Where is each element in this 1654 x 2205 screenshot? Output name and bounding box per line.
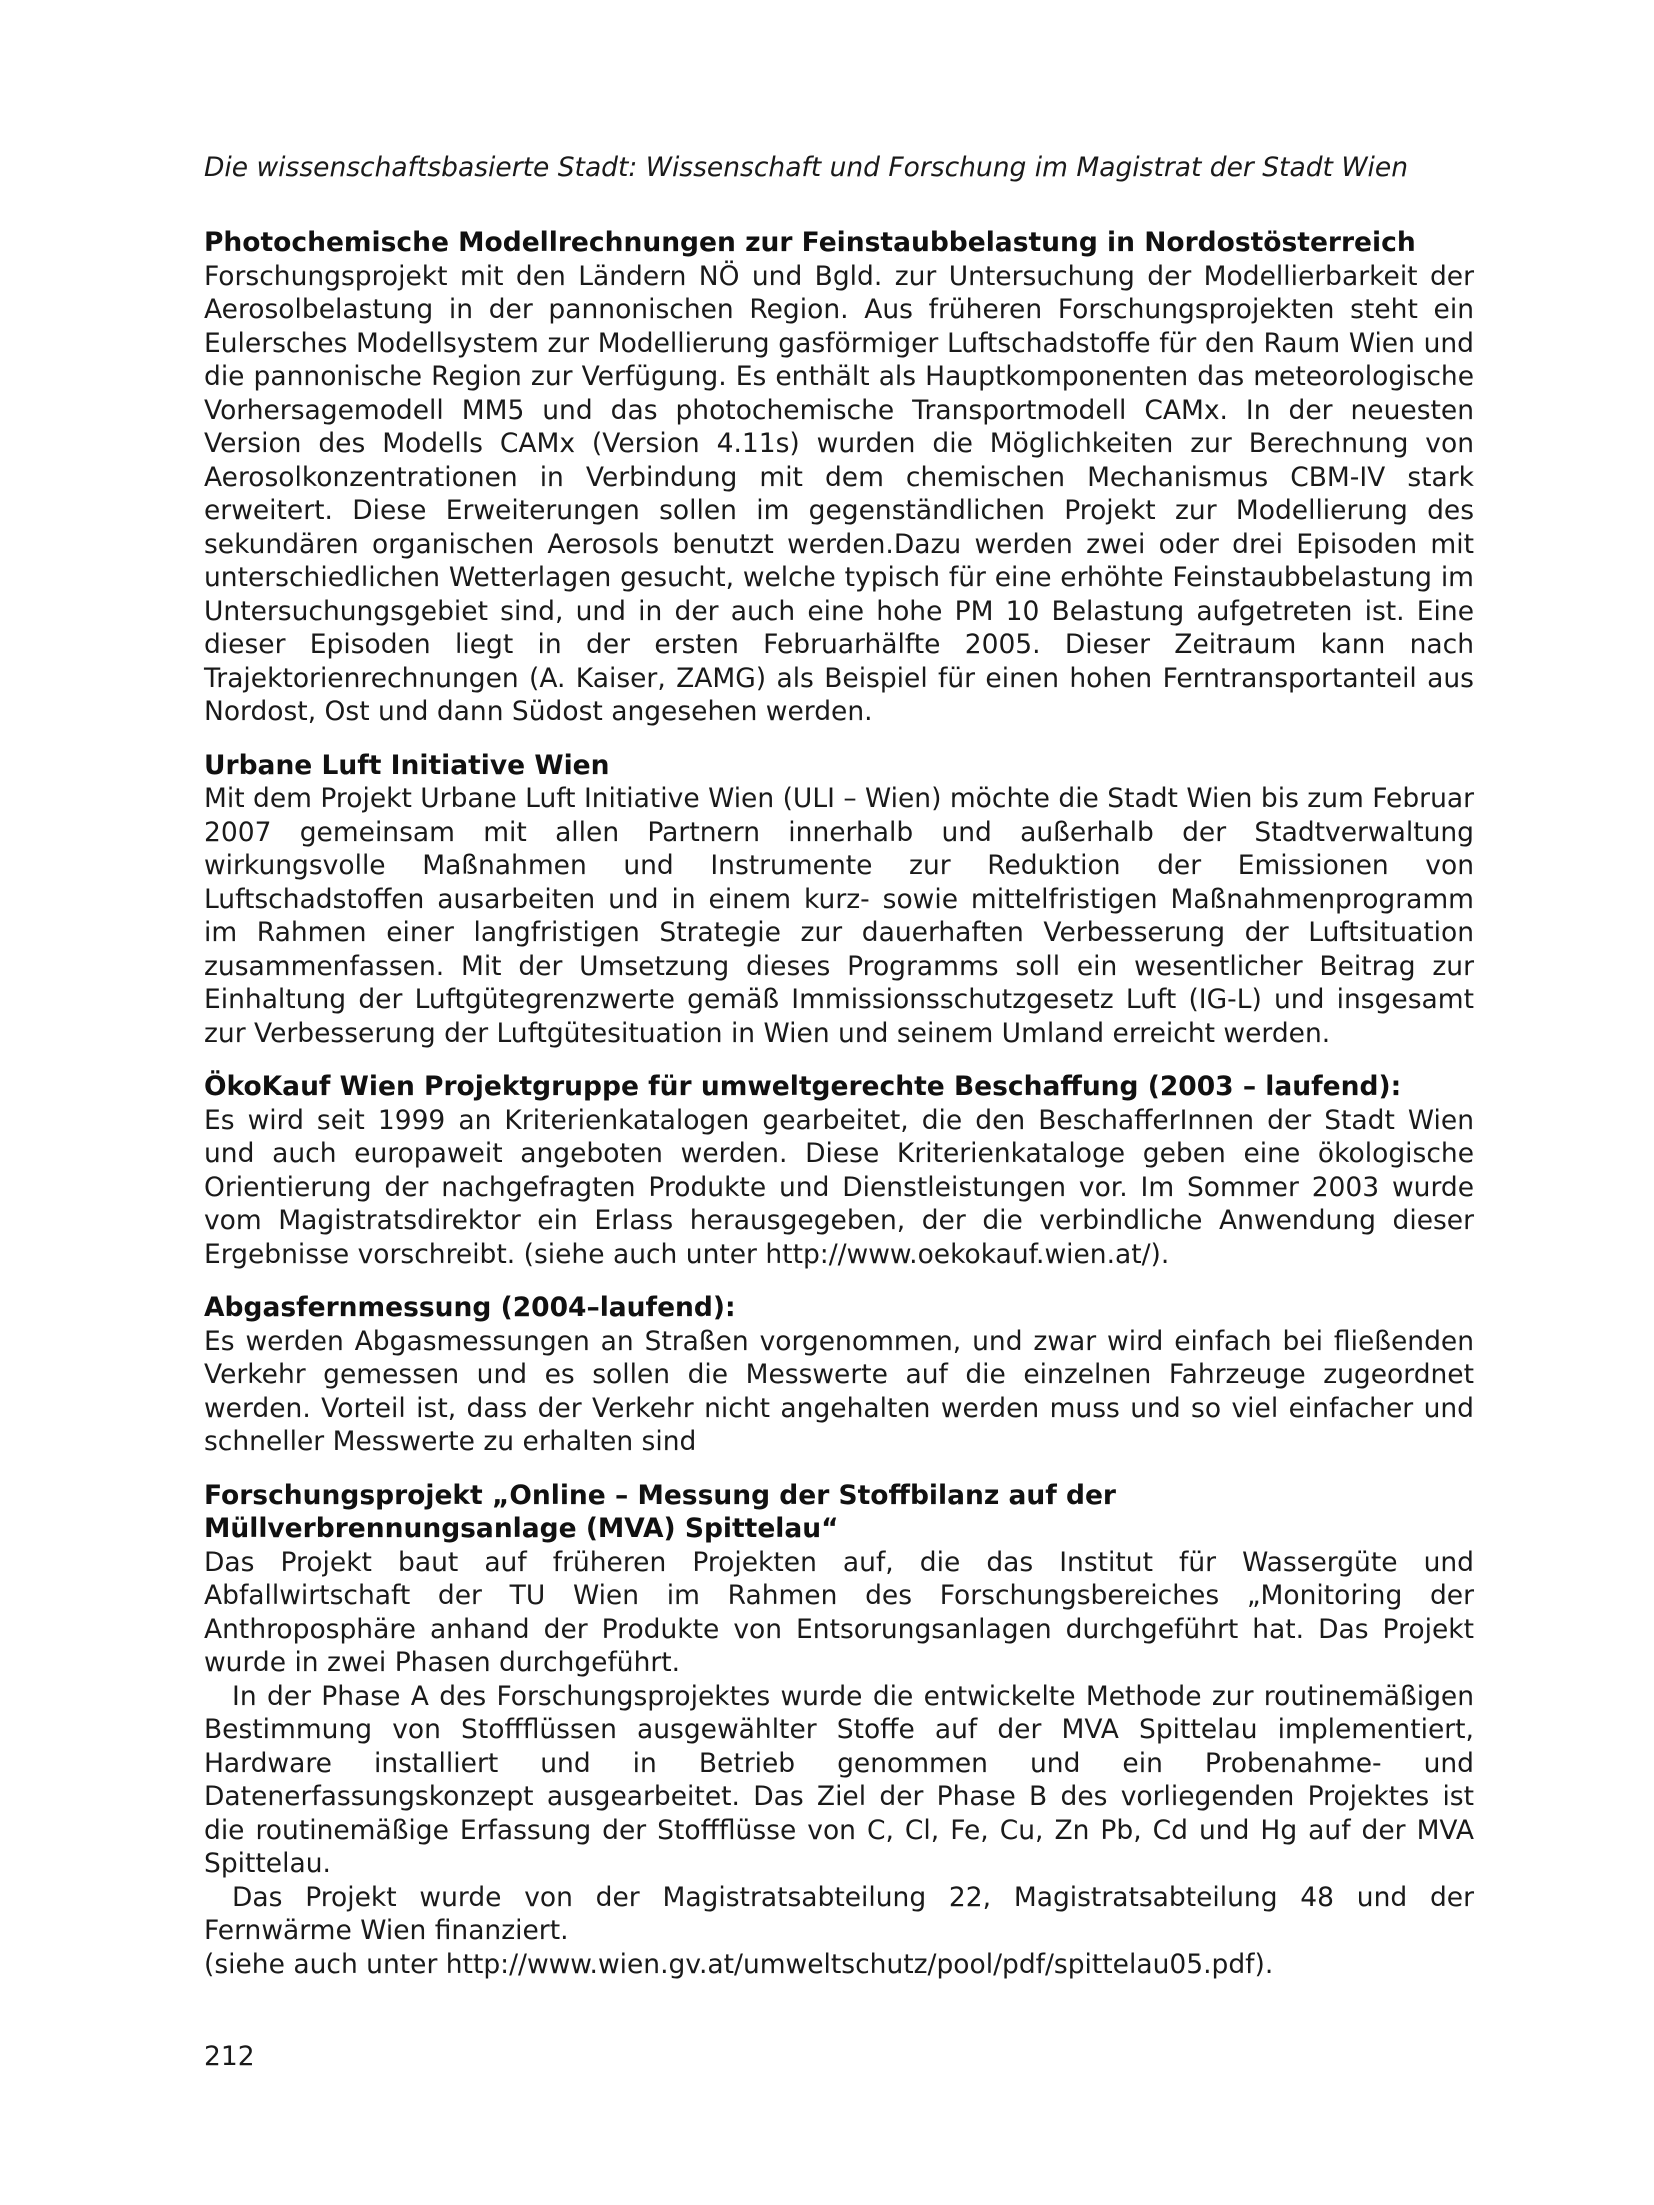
paragraph: Das Projekt baut auf früheren Projekten auf, die das Institut für Wassergüte und Abfallwirtschaft der TU Wien im Rahmen des Forschungsbereiches „Monitoring der Anthroposphäre anhand der Produkte von Entsorungsanlagen durchgeführt hat. Das Projekt wurde in zwei Phasen durchgeführt. [204,1546,1474,1678]
paragraph: Forschungsprojekt mit den Ländern NÖ und Bgld. zur Untersuchung der Modellierbarkeit der Aerosolbelastung in der pannonischen Region. Aus früheren Forschungsprojekten steht ein Eulersches Modellsystem zur Modellierung gasförmiger Luftschadstoffe für den Raum Wien und die pannonische Region zur Verfügung. Es enthält als Hauptkomponenten das meteorologische Vorhersagemodell MM5 und das photochemische Transportmodell CAMx. In der neuesten Version des Modells CAMx (Version 4.11s) wurden die Möglichkeiten zur Berechnung von Aerosolkonzentrationen in Verbindung mit dem chemischen Mechanismus CBM-IV stark erweitert. Diese Erweiterungen sollen im gegenständlichen Projekt zur Modellierung des sekundären organischen Aerosols benutzt werden.Dazu werden zwei oder drei Episoden mit unterschiedlichen Wetterlagen gesucht, welche typisch für eine erhöhte Feinstaubbelastung im Untersuchungsgebiet sind, und in der auch eine hohe PM 10 Belastung aufgetreten ist. Eine dieser Episoden liegt in der ersten Februarhälfte 2005. Dieser Zeitraum kann nach Trajektorienrechnungen (A. Kaiser, ZAMG) als Beispiel für einen hohen Ferntransportanteil aus Nordost, Ost und dann Südost angesehen werden. [204,260,1474,727]
page-number: 212 [204,2041,255,2072]
page-content [204,150,1474,2001]
paragraph: Es wird seit 1999 an Kriterienkatalogen gearbeitet, die den BeschafferInnen der Stadt Wien und auch europaweit angeboten werden. Diese Kriterienkataloge geben eine ökologische Orientierung der nachgefragten Produkte und Dienstleistungen vor. Im Sommer 2003 wurde vom Magistratsdirektor ein Erlass herausgegeben, der die verbindliche Anwendung dieser Ergebnisse vorschreibt. (siehe auch unter http://www.oekokauf.wien.at/). [204,1104,1474,1270]
paragraph: (siehe auch unter http://www.wien.gv.at/umweltschutz/pool/pdf/spittelau05.pdf). [204,1948,1274,1980]
paragraph: Das Projekt wurde von der Magistratsabteilung 22, Magistratsabteilung 48 und der Fernwärme Wien finanziert. [204,1881,1474,1946]
section-urbane-luft-initiative [204,749,1474,1051]
section-photochemische-modellrechnungen [204,226,1474,729]
paragraph: Mit dem Projekt Urbane Luft Initiative Wien (ULI – Wien) möchte die Stadt Wien bis zum Februar 2007 gemeinsam mit allen Partnern innerhalb und außerhalb der Stadtverwaltung wirkungsvolle Maßnahmen und Instrumente zur Reduktion der Emissionen von Luftschadstoffen ausarbeiten und in einem kurz- sowie mittelfristigen Maßnahmenprogramm im Rahmen einer langfristigen Strategie zur dauerhaften Verbesserung der Luftsituation zusammenfassen. Mit der Umsetzung dieses Programms soll ein wesentlicher Beitrag zur Einhaltung der Luftgütegrenzwerte gemäß Immissionsschutzgesetz Luft (IG-L) und insgesamt zur Verbesserung der Luftgütesituation in Wien und seinem Umland erreicht werden. [204,783,1474,1049]
section-title: Forschungsprojekt „Online – Messung der Stoffbilanz auf der Müllverbrennungsanlage (MVA) Spittelau“ [204,1479,1116,1544]
running-header: Die wissenschaftsbasierte Stadt: Wissenschaft und Forschung im Magistrat der Stadt Wien [204,152,1408,183]
section-title: ÖkoKauf Wien Projektgruppe für umweltgerechte Beschaffung (2003 – laufend): [204,1071,1402,1102]
section-title: Abgasfernmessung (2004–laufend): [204,1292,736,1323]
section-oekokauf-wien [204,1070,1474,1271]
paragraph: Es werden Abgasmessungen an Straßen vorgenommen, und zwar wird einfach bei fließenden Verkehr gemessen und es sollen die Messwerte auf die einzelnen Fahrzeuge zugeordnet werden. Vorteil ist, dass der Verkehr nicht angehalten werden muss und so viel einfacher und schneller Messwerte zu erhalten sind [204,1325,1474,1457]
section-forschungsprojekt-mva-spittelau [204,1479,1474,1982]
paragraph: In der Phase A des Forschungsprojektes wurde die entwickelte Methode zur routinemäßigen Bestimmung von Stoffflüssen ausgewählter Stoffe auf der MVA Spittelau implementiert, Hardware installiert und in Betrieb genommen und ein Probenahme- und Datenerfassungskonzept ausgearbeitet. Das Ziel der Phase B des vorliegenden Projektes ist die routinemäßige Erfassung der Stoffflüsse von C, Cl, Fe, Cu, Zn Pb, Cd und Hg auf der MVA Spittelau. [204,1680,1474,1879]
section-title: Urbane Luft Initiative Wien [204,749,610,781]
section-title: Photochemische Modellrechnungen zur Feinstaubbelastung in Nordostösterreich [204,227,1416,258]
section-abgasfernmessung [204,1291,1474,1459]
